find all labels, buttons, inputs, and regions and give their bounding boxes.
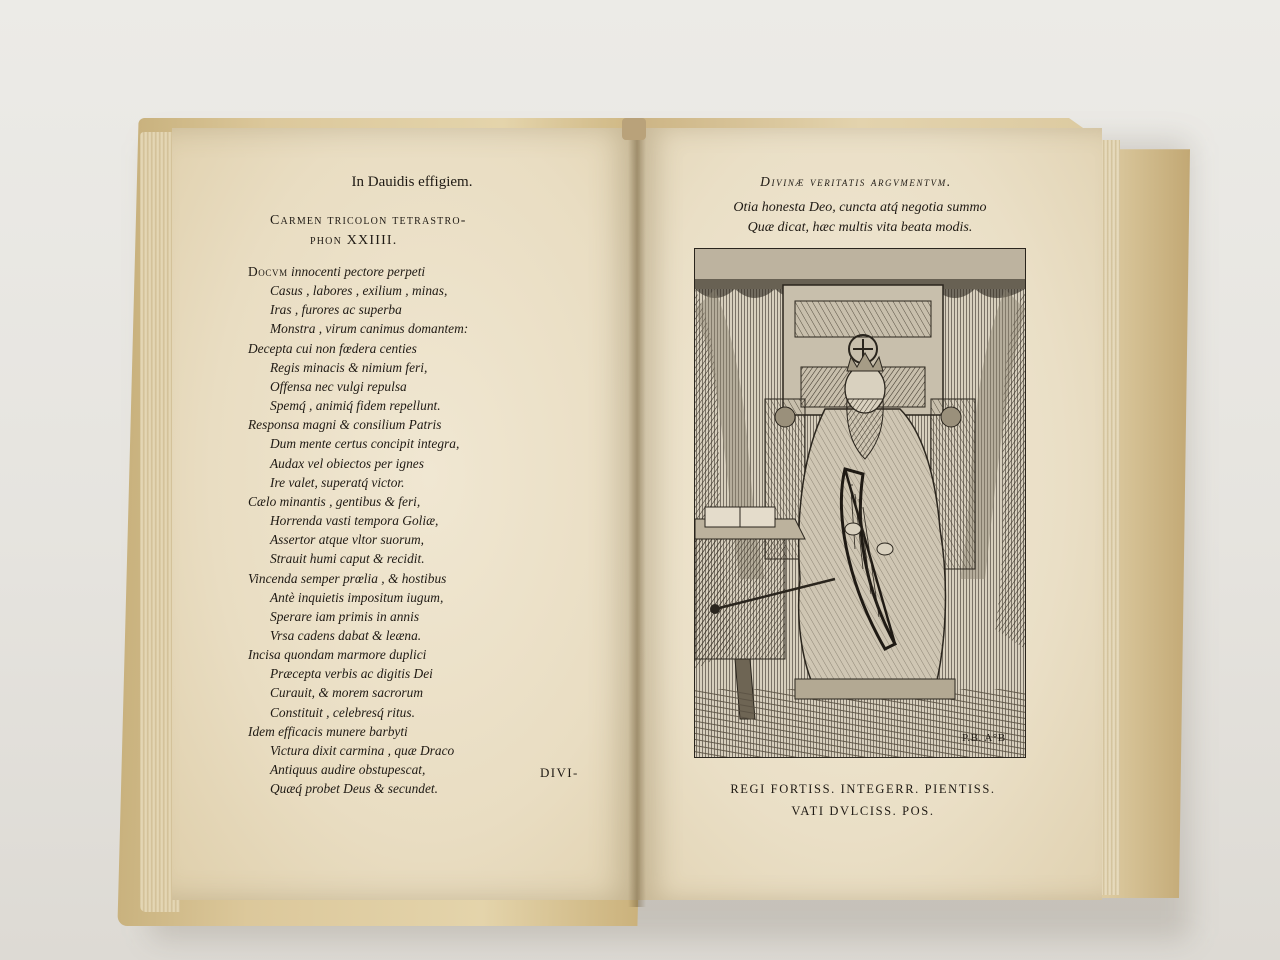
- verse-line: Antiquus audire obstupescat,: [270, 762, 426, 778]
- poem-heading-line-1: Carmen tricolon tetrastro-: [270, 213, 467, 228]
- poem-verses: [248, 262, 578, 798]
- verse-line-rest: innocenti pectore perpeti: [287, 264, 426, 279]
- verse-line: Victura dixit carmina , quæ Draco: [270, 742, 455, 758]
- verse-line: Constituit , celebresq́ ritus.: [270, 704, 415, 720]
- verse-line: Ire valet, superatq́ victor.: [270, 474, 405, 490]
- verse-line: Audax vel obiectos per ignes: [270, 455, 424, 471]
- engraving-king-david-with-harp: [694, 248, 1026, 758]
- motto-line-1: Otia honesta Deo, cuncta atq́ negotia summo: [733, 200, 987, 215]
- verse-line: Monstra , virum canimus domantem:: [270, 321, 469, 337]
- verse-line: Regis minacis & nimium feri,: [270, 359, 428, 375]
- verse-line: Antè inquietis impositum iugum,: [270, 589, 444, 605]
- dedication-line-2: VATI DVLCISS. POS.: [791, 804, 935, 818]
- motto: [690, 198, 1030, 238]
- spine-damage: [622, 118, 646, 140]
- dedication: [688, 778, 1038, 822]
- verse-line: Responsa magni & consilium Patris: [248, 417, 442, 433]
- poem-heading: [270, 211, 570, 251]
- poem-heading-line-2: phon XXIIII.: [310, 233, 398, 248]
- verse-initial-word: Docvm: [248, 264, 288, 279]
- verse-line: Quæq́ probet Deus & secundet.: [270, 781, 438, 797]
- verse-line: Assertor atque vltor suorum,: [270, 532, 424, 548]
- book-gutter: [628, 122, 646, 907]
- catchword: DIVI-: [540, 765, 579, 780]
- verse-line: Curauit, & morem sacrorum: [270, 685, 424, 701]
- motto-line-2: Quæ dicat, hæc multis vita beata modis.: [747, 220, 973, 235]
- verse-line: Vrsa cadens dabat & leæna.: [270, 627, 422, 643]
- verse-line: Horrenda vasti tempora Goliæ,: [270, 513, 439, 529]
- verse-line: [248, 262, 578, 281]
- page-edges-right: [1100, 140, 1120, 895]
- verse-line: Decepta cui non fœdera centies: [248, 340, 417, 356]
- right-page-title: Divinæ veritatis argvmentvm.: [760, 174, 952, 189]
- verse-line: Casus , labores , exilium , minas,: [270, 283, 448, 299]
- engraving-illustration: [695, 249, 1025, 757]
- verse-line: Sperare iam primis in annis: [270, 608, 420, 624]
- verse-line: Iras , furores ac superba: [270, 302, 402, 318]
- verse-line: Idem efficacis munere barbyti: [248, 723, 408, 739]
- left-page-title: In Dauidis effigiem.: [351, 174, 473, 190]
- verse-line: Cælo minantis , gentibus & feri,: [248, 493, 421, 509]
- engraver-monogram: P.B. A°B: [962, 732, 1006, 744]
- verse-line: Incisa quondam marmore duplici: [248, 647, 427, 663]
- verse-line: Offensa nec vulgi repulsa: [270, 378, 407, 394]
- verse-line: Dum mente certus concipit integra,: [270, 436, 460, 452]
- dedication-line-1: REGI FORTISS. INTEGERR. PIENTISS.: [730, 782, 996, 796]
- verse-line: Vincenda semper prœlia , & hostibus: [248, 570, 447, 586]
- verse-line: Præcepta verbis ac digitis Dei: [270, 666, 433, 682]
- verse-line: Strauit humi caput & recidit.: [270, 551, 425, 567]
- verse-line: Spemq́ , animiq́ fidem repellunt.: [270, 398, 441, 414]
